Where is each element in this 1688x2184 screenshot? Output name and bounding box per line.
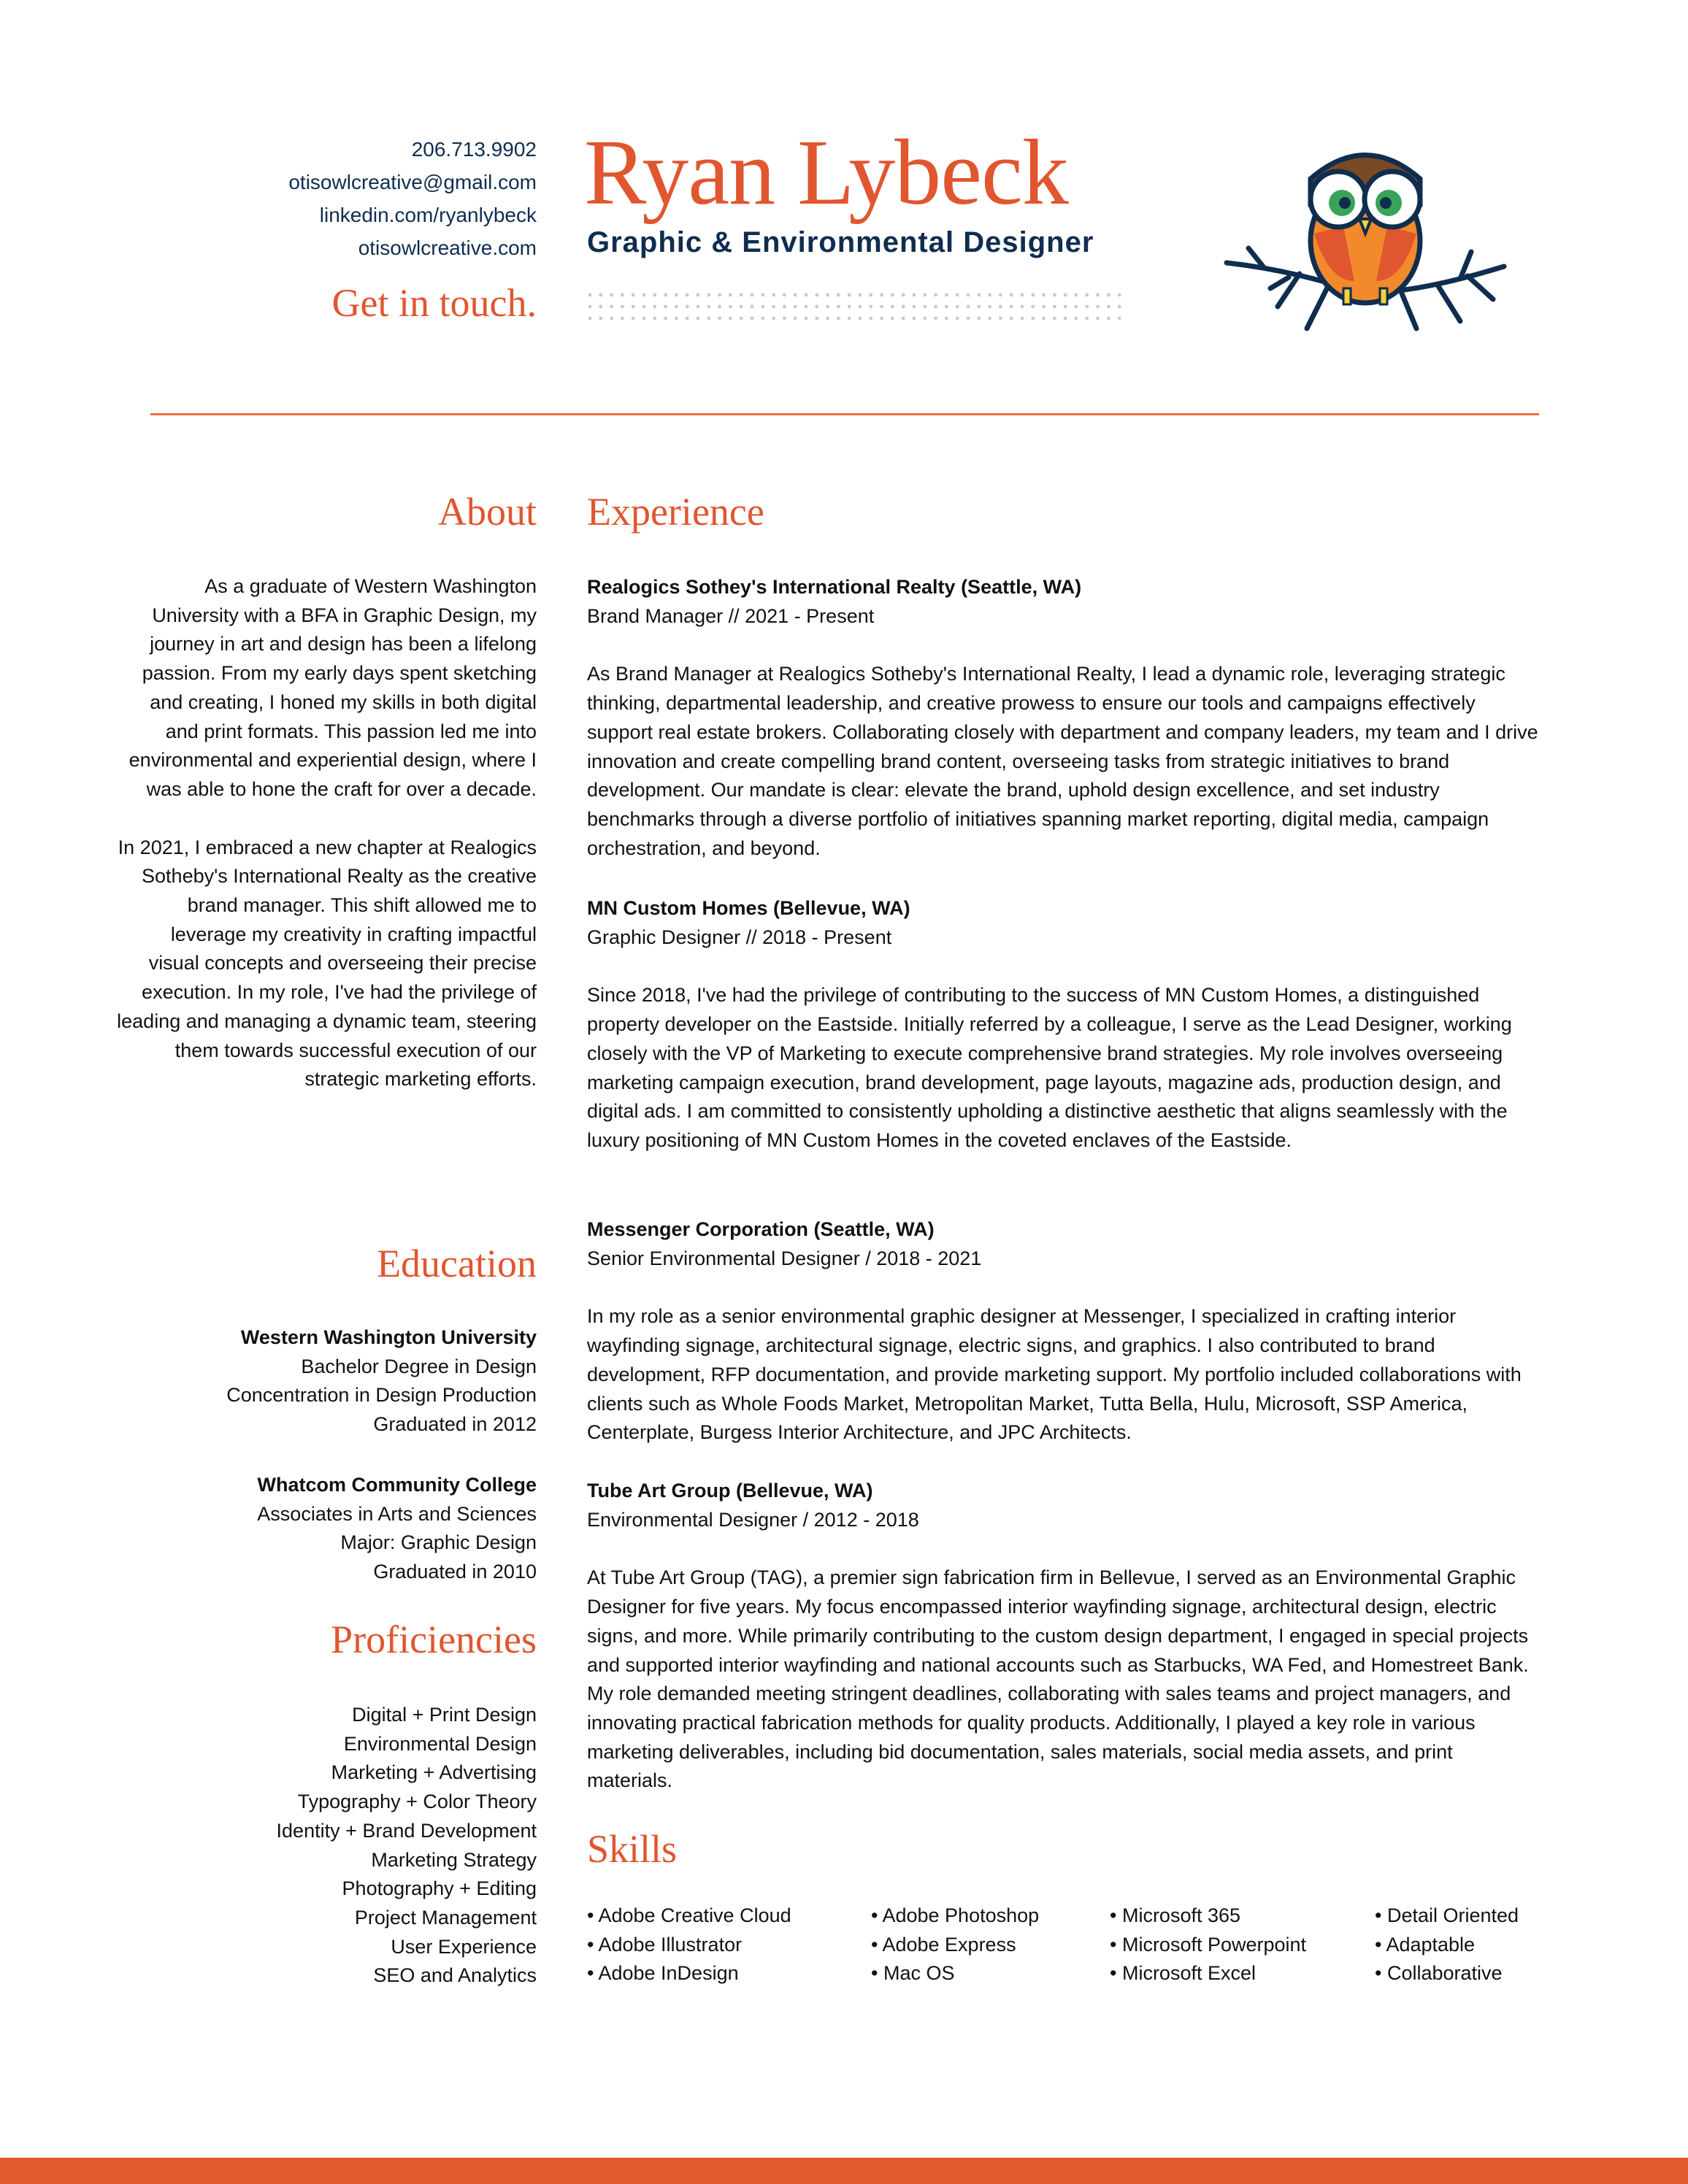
pattern-dot <box>1042 293 1046 297</box>
pattern-dot <box>1096 293 1100 297</box>
candidate-name: Ryan Lybeck <box>584 120 1068 224</box>
education-heading: Education <box>377 1242 537 1285</box>
pattern-dot <box>707 293 710 297</box>
skill-item: • Collaborative <box>1375 1962 1503 1985</box>
job-entry <box>587 894 1543 1156</box>
pattern-dot <box>599 293 602 297</box>
pattern-dot <box>599 305 602 309</box>
about-heading: About <box>438 490 537 534</box>
pattern-dot <box>707 317 710 320</box>
proficiency-item: Marketing Strategy <box>371 1848 537 1871</box>
header-divider <box>150 413 1539 415</box>
pattern-dot <box>913 305 916 309</box>
proficiency-item: User Experience <box>391 1935 537 1958</box>
pattern-dot <box>621 305 624 309</box>
pattern-dot <box>772 317 775 320</box>
pattern-dot <box>610 317 613 320</box>
job-entry <box>587 1477 1543 1796</box>
job-description: In my role as a senior environmental graphic designer at Messenger, I specialized in crafting interior wayfinding signage, architectural signage, electric signs, and graphics. I also contributed to brand development, RFP documentation, and provide marketing support. My portfolio included collaborations with clients such as Whole Foods Market, Metropolitan Market, Tutta Bella, Hulu, Microsoft, SSP America, Centerplate, Burgess Interior Architecture, and JPC Architects. <box>587 1305 1522 1444</box>
proficiency-item: Identity + Brand Development <box>276 1819 537 1842</box>
pattern-dot <box>805 293 808 297</box>
website-link[interactable]: otisowlcreative.com <box>358 237 537 259</box>
pattern-dot <box>1053 293 1056 297</box>
pattern-dot <box>891 305 894 309</box>
pattern-dot <box>751 305 754 309</box>
pattern-dot <box>977 305 981 309</box>
pattern-dot <box>848 317 851 320</box>
skill-item: • Microsoft Excel <box>1110 1962 1256 1985</box>
pattern-dot <box>1053 305 1056 309</box>
footer-bar <box>0 2158 1688 2184</box>
pattern-dot <box>664 293 667 297</box>
pattern-dot <box>783 293 786 297</box>
pattern-dot <box>653 305 656 309</box>
skills-column <box>1375 1902 1519 1988</box>
job-role: Graphic Designer // 2018 - Present <box>587 926 892 948</box>
pattern-dot <box>1075 305 1078 309</box>
pattern-dot <box>740 293 743 297</box>
pattern-dot <box>913 293 916 297</box>
pattern-dot <box>891 317 894 320</box>
pattern-dot <box>675 293 678 297</box>
job-role: Environmental Designer / 2012 - 2018 <box>587 1508 919 1531</box>
owl-logo-icon <box>1219 124 1511 343</box>
pattern-dot <box>1010 305 1013 309</box>
skills-column <box>871 1902 1039 1988</box>
pattern-dot <box>826 305 829 309</box>
pattern-dot <box>588 317 592 320</box>
pattern-dot <box>1107 305 1110 309</box>
pattern-dot <box>1085 317 1089 320</box>
pattern-dot <box>1075 317 1078 320</box>
pattern-dot <box>902 293 905 297</box>
pattern-dot <box>869 305 872 309</box>
school-detail: Graduated in 2010 <box>373 1560 537 1583</box>
pattern-dot <box>805 305 808 309</box>
pattern-dot <box>1010 317 1013 320</box>
pattern-dot <box>1096 317 1100 320</box>
pattern-dot <box>783 317 786 320</box>
pattern-dot <box>729 293 732 297</box>
pattern-dot <box>891 293 894 297</box>
pattern-dot <box>815 293 818 297</box>
pattern-dot <box>751 293 754 297</box>
pattern-dot <box>934 317 937 320</box>
pattern-dot <box>761 305 764 309</box>
job-description: At Tube Art Group (TAG), a premier sign fabrication firm in Bellevue, I served as an Environmental Graphic Designer for five years. My focus encompassed interior wayfinding signage, architectural design, electric signs, and more. While primarily contributing to the custom design department, I engaged in special projects and supported interior wayfinding and national accounts such as Starbucks, WA Fed, and Homestreet Bank. My role demanded meeting stringent deadlines, collaborating with sales teams and project managers, and innovating practical fabrication methods for quality products. Additionally, I played a key role in various marketing deliverables, including bid documentation, sales materials, social media assets, and print materials. <box>587 1566 1529 1792</box>
pattern-dot <box>772 305 775 309</box>
pattern-dot <box>945 317 948 320</box>
dot-pattern <box>587 291 1124 327</box>
about-paragraph: As a graduate of Western Washington University with a BFA in Graphic Design, my journey in art and design has been a lifelong passion. From my early days spent sketching and creating, I honed my skills in both digital and print formats. This passion led me into environmental and experiential design, where I was able to hone the craft for over a decade. <box>128 575 537 800</box>
pattern-dot <box>837 317 840 320</box>
job-company: MN Custom Homes (Bellevue, WA) <box>587 897 910 919</box>
pattern-dot <box>956 305 959 309</box>
pattern-dot <box>848 305 851 309</box>
pattern-dot <box>697 305 700 309</box>
proficiency-item: Digital + Print Design <box>352 1704 537 1726</box>
pattern-dot <box>1064 293 1067 297</box>
job-description: Since 2018, I've had the privilege of contributing to the success of MN Custom Homes, a distinguished property developer on the Eastside. Initially referred by a colleague, I serve as the Lead Designer, working closely with the VP of Marketing to execute comprehensive brand strategies. My role involves overseeing marketing campaign execution, brand development, page layouts, magazine ads, production design, and digital ads. I am committed to consistently upholding a distinctive aesthetic that aligns seamlessly with the luxury positioning of MN Custom Homes in the coveted enclaves of the Eastside. <box>587 984 1512 1151</box>
pattern-dot <box>707 305 710 309</box>
pattern-dot <box>588 305 592 309</box>
proficiency-item: Typography + Color Theory <box>297 1791 537 1813</box>
pattern-dot <box>794 305 797 309</box>
contact-info <box>117 133 537 264</box>
pattern-dot <box>783 305 786 309</box>
proficiency-item: Project Management <box>354 1906 537 1929</box>
pattern-dot <box>1021 305 1024 309</box>
pattern-dot <box>740 317 743 320</box>
pattern-dot <box>642 305 646 309</box>
pattern-dot <box>934 305 937 309</box>
pattern-dot <box>1010 293 1013 297</box>
pattern-dot <box>610 293 613 297</box>
pattern-dot <box>945 305 948 309</box>
pattern-dot <box>599 317 602 320</box>
job-company: Messenger Corporation (Seattle, WA) <box>587 1218 935 1240</box>
pattern-dot <box>848 293 851 297</box>
pattern-dot <box>999 317 1002 320</box>
pattern-dot <box>675 305 678 309</box>
pattern-dot <box>869 317 872 320</box>
skill-item: • Microsoft Powerpoint <box>1110 1933 1307 1956</box>
skills-heading: Skills <box>587 1827 678 1871</box>
pattern-dot <box>1031 305 1035 309</box>
skills-column <box>1110 1902 1306 1988</box>
pattern-dot <box>988 305 991 309</box>
pattern-dot <box>621 317 624 320</box>
education-section <box>117 1323 537 1587</box>
skill-item: • Mac OS <box>871 1962 955 1985</box>
proficiency-item: Environmental Design <box>343 1732 537 1755</box>
pattern-dot <box>805 317 808 320</box>
school-detail: Major: Graphic Design <box>340 1531 537 1554</box>
pattern-dot <box>837 293 840 297</box>
pattern-dot <box>686 293 689 297</box>
pattern-dot <box>794 293 797 297</box>
skills-column <box>587 1902 791 1988</box>
pattern-dot <box>1107 317 1110 320</box>
pattern-dot <box>923 317 927 320</box>
pattern-dot <box>859 293 862 297</box>
pattern-dot <box>664 317 667 320</box>
pattern-dot <box>826 293 829 297</box>
pattern-dot <box>880 293 883 297</box>
school-name: Western Washington University <box>240 1326 537 1348</box>
pattern-dot <box>1053 317 1056 320</box>
phone-number: 206.713.9902 <box>411 138 537 161</box>
about-section <box>117 572 537 1123</box>
pattern-dot <box>1042 305 1046 309</box>
pattern-dot <box>956 317 959 320</box>
skill-item: • Adobe Photoshop <box>871 1904 1040 1926</box>
candidate-title: Graphic & Environmental Designer <box>587 226 1094 258</box>
pattern-dot <box>902 305 905 309</box>
pattern-dot <box>740 305 743 309</box>
pattern-dot <box>718 305 721 309</box>
pattern-dot <box>1107 293 1110 297</box>
pattern-dot <box>837 305 840 309</box>
pattern-dot <box>588 293 592 297</box>
pattern-dot <box>859 305 862 309</box>
pattern-dot <box>945 293 948 297</box>
pattern-dot <box>880 317 883 320</box>
pattern-dot <box>869 293 872 297</box>
pattern-dot <box>977 293 981 297</box>
school-detail: Associates in Arts and Sciences <box>257 1502 537 1525</box>
pattern-dot <box>1085 305 1089 309</box>
pattern-dot <box>621 293 624 297</box>
skill-item: • Detail Oriented <box>1375 1904 1519 1926</box>
pattern-dot <box>988 293 991 297</box>
job-role: Brand Manager // 2021 - Present <box>587 604 875 627</box>
pattern-dot <box>923 293 927 297</box>
pattern-dot <box>653 293 656 297</box>
pattern-dot <box>729 317 732 320</box>
pattern-dot <box>686 305 689 309</box>
pattern-dot <box>632 293 635 297</box>
skill-item: • Adobe Illustrator <box>587 1933 743 1956</box>
pattern-dot <box>1064 305 1067 309</box>
experience-heading: Experience <box>587 490 764 534</box>
skill-item: • Adobe Express <box>871 1933 1016 1956</box>
pattern-dot <box>642 293 646 297</box>
get-in-touch-heading: Get in touch. <box>331 281 537 325</box>
skill-item: • Microsoft 365 <box>1110 1904 1241 1926</box>
pattern-dot <box>967 293 970 297</box>
pattern-dot <box>761 317 764 320</box>
pattern-dot <box>826 317 829 320</box>
pattern-dot <box>1031 317 1035 320</box>
pattern-dot <box>642 317 646 320</box>
pattern-dot <box>913 317 916 320</box>
pattern-dot <box>1118 305 1121 309</box>
pattern-dot <box>610 305 613 309</box>
pattern-dot <box>1096 305 1100 309</box>
linkedin-link[interactable]: linkedin.com/ryanlybeck <box>319 204 537 226</box>
pattern-dot <box>686 317 689 320</box>
pattern-dot <box>999 293 1002 297</box>
pattern-dot <box>1042 317 1046 320</box>
pattern-dot <box>967 317 970 320</box>
pattern-dot <box>718 293 721 297</box>
proficiencies-heading: Proficiencies <box>331 1618 537 1661</box>
pattern-dot <box>967 305 970 309</box>
pattern-dot <box>1021 317 1024 320</box>
school-name: Whatcom Community College <box>257 1473 537 1496</box>
pattern-dot <box>1021 293 1024 297</box>
pattern-dot <box>1085 293 1089 297</box>
pattern-dot <box>902 317 905 320</box>
job-company: Realogics Sothey's International Realty (Seattle, WA) <box>587 576 1082 598</box>
proficiencies-list <box>117 1701 537 1991</box>
pattern-dot <box>751 317 754 320</box>
pattern-dot <box>675 317 678 320</box>
pattern-dot <box>977 317 981 320</box>
about-paragraph: In 2021, I embraced a new chapter at Realogics Sotheby's International Realty as the creative brand manager. This shift allowed me to leverage my creativity in crafting impactful visual concepts and overseeing their precise execution. In my role, I've had the privilege of leading and managing a dynamic team, steering them towards successful execution of our strategic marketing efforts. <box>117 836 537 1091</box>
job-entry <box>587 573 1543 863</box>
school-detail: Bachelor Degree in Design <box>301 1355 537 1377</box>
proficiency-item: SEO and Analytics <box>373 1964 537 1987</box>
proficiency-item: Marketing + Advertising <box>331 1761 537 1784</box>
pattern-dot <box>859 317 862 320</box>
pattern-dot <box>718 317 721 320</box>
pattern-dot <box>815 305 818 309</box>
pattern-dot <box>1118 317 1121 320</box>
pattern-dot <box>632 305 635 309</box>
job-role: Senior Environmental Designer / 2018 - 2021 <box>587 1247 982 1269</box>
pattern-dot <box>1031 293 1035 297</box>
job-company: Tube Art Group (Bellevue, WA) <box>587 1480 873 1502</box>
school-detail: Concentration in Design Production <box>226 1384 537 1407</box>
skill-item: • Adobe Creative Cloud <box>587 1904 791 1926</box>
school-detail: Graduated in 2012 <box>373 1413 537 1436</box>
pattern-dot <box>956 293 959 297</box>
pattern-dot <box>653 317 656 320</box>
skill-item: • Adaptable <box>1375 1933 1476 1956</box>
pattern-dot <box>772 293 775 297</box>
pattern-dot <box>632 317 635 320</box>
pattern-dot <box>999 305 1002 309</box>
pattern-dot <box>934 293 937 297</box>
pattern-dot <box>697 317 700 320</box>
pattern-dot <box>1118 293 1121 297</box>
pattern-dot <box>761 293 764 297</box>
pattern-dot <box>1064 317 1067 320</box>
pattern-dot <box>729 305 732 309</box>
job-description: As Brand Manager at Realogics Sotheby's International Realty, I lead a dynamic role, leveraging strategic thinking, departmental leadership, and creative prowess to ensure our tools and campaigns effectively support real estate brokers. Collaborating closely with department and company leaders, my team and I drive innovation and create compelling brand content, overseeing tasks from strategic initiatives to brand development. Our mandate is clear: elevate the brand, uphold design excellence, and set industry benchmarks through a diverse portfolio of initiatives spanning market reporting, digital media, campaign orchestration, and beyond. <box>587 663 1538 859</box>
pattern-dot <box>664 305 667 309</box>
proficiency-item: Photography + Editing <box>342 1877 537 1900</box>
pattern-dot <box>988 317 991 320</box>
job-entry <box>587 1215 1543 1447</box>
pattern-dot <box>697 293 700 297</box>
pattern-dot <box>923 305 927 309</box>
skill-item: • Adobe InDesign <box>587 1962 739 1985</box>
pattern-dot <box>880 305 883 309</box>
pattern-dot <box>1075 293 1078 297</box>
pattern-dot <box>815 317 818 320</box>
email-link[interactable]: otisowlcreative@gmail.com <box>288 171 537 193</box>
pattern-dot <box>794 317 797 320</box>
